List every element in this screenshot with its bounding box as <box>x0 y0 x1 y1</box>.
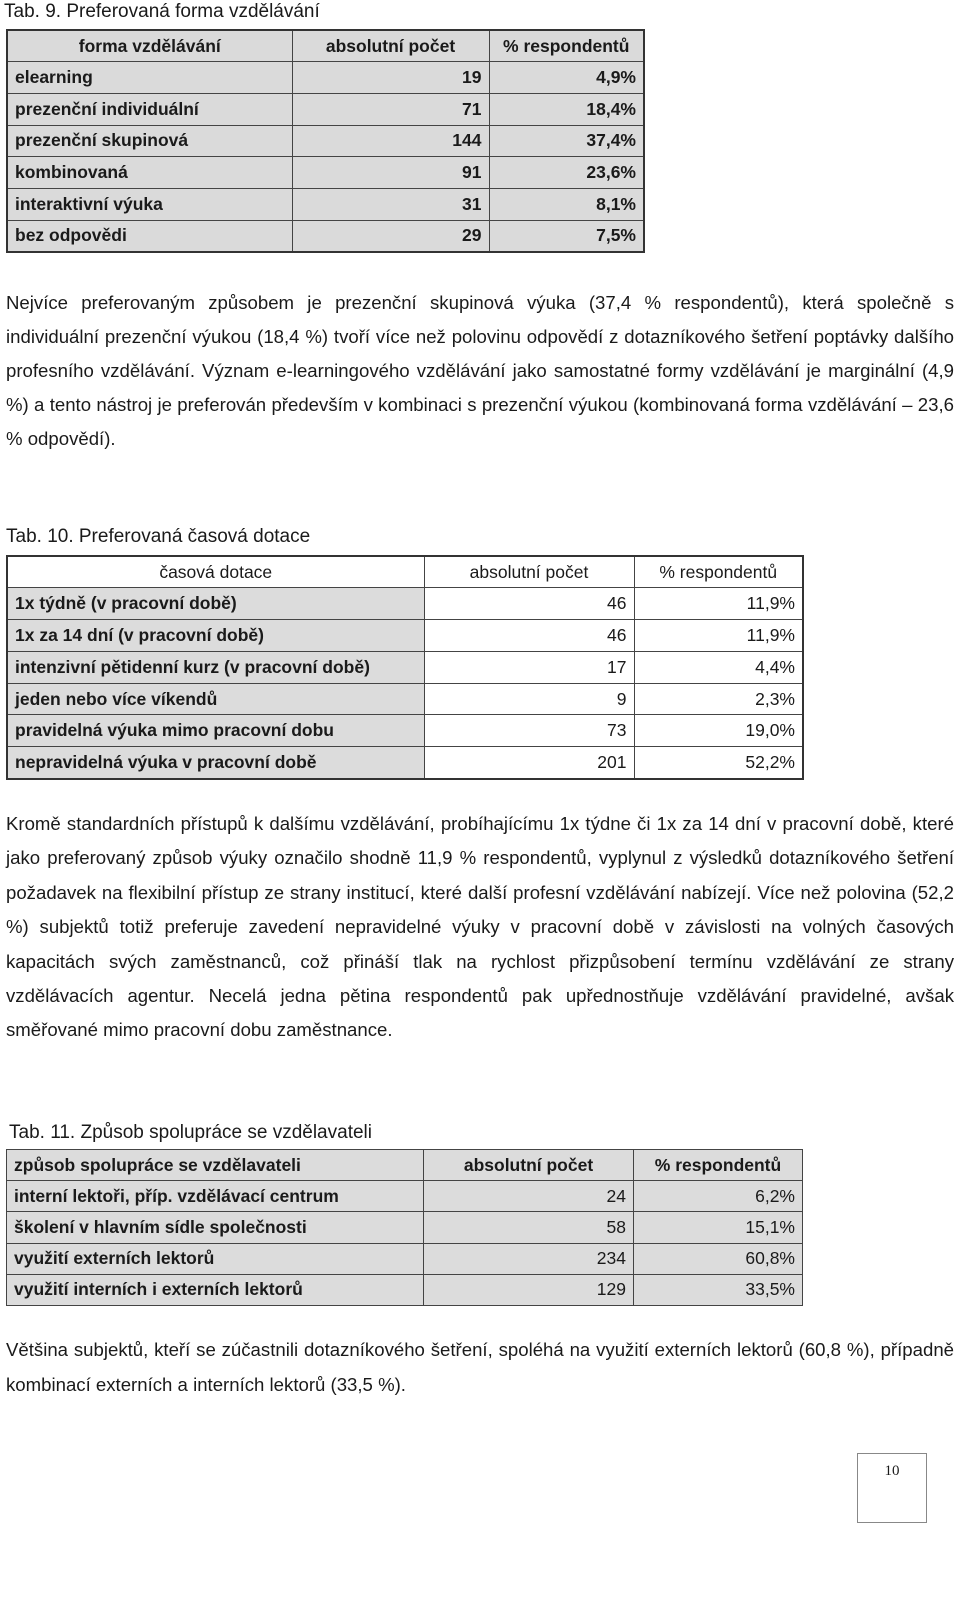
cell-percent: 19,0% <box>634 715 803 747</box>
column-header: forma vzdělávání <box>7 30 292 62</box>
cell-category: jeden nebo více víkendů <box>7 683 424 715</box>
table-row <box>7 1243 803 1274</box>
cell-category: využití interních i externích lektorů <box>7 1274 424 1305</box>
table-10 <box>6 555 804 780</box>
table-header-row <box>7 1150 803 1181</box>
table-9-caption: Tab. 9. Preferovaná forma vzdělávání <box>4 1 320 22</box>
table-row <box>7 1274 803 1305</box>
table-row <box>7 157 644 189</box>
column-header: % respondentů <box>489 30 644 62</box>
cell-percent: 33,5% <box>634 1274 803 1305</box>
table-row <box>7 1212 803 1243</box>
cell-percent: 23,6% <box>489 157 644 189</box>
cell-category: prezenční individuální <box>7 93 292 125</box>
cell-category: nepravidelná výuka v pracovní době <box>7 747 424 779</box>
cell-count: 24 <box>424 1181 634 1212</box>
cell-category: interní lektoři, příp. vzdělávací centrum <box>7 1181 424 1212</box>
cell-count: 144 <box>292 125 489 157</box>
column-header: absolutní počet <box>424 1150 634 1181</box>
column-header: % respondentů <box>634 1150 803 1181</box>
cell-count: 58 <box>424 1212 634 1243</box>
cell-percent: 11,9% <box>634 620 803 652</box>
table-row <box>7 715 803 747</box>
cell-count: 17 <box>424 651 634 683</box>
cell-count: 19 <box>292 62 489 94</box>
cell-percent: 6,2% <box>634 1181 803 1212</box>
cell-count: 29 <box>292 220 489 252</box>
cell-count: 201 <box>424 747 634 779</box>
cell-category: bez odpovědi <box>7 220 292 252</box>
cell-percent: 18,4% <box>489 93 644 125</box>
paragraph-2: Kromě standardních přístupů k dalšímu vzdělávání, probíhajícímu 1x týdne či 1x za 14 dní v pracovní době, které jako preferovaný způsob výuky označilo shodně 11,9 % respondentů, vyplynul z výsledků dotazníkového šetření požadavek na flexibilní přístup ze strany institucí, které další profesní vzdělávání nabízejí. Více než polovina (52,2 %) subjektů totiž preferuje zavedení nepravidelné výuky v pracovní době v závislosti na volných časových kapacitách svých zaměstnanců, což přináší tlak na rychlost přizpůsobení termínu vzdělávání ze strany vzdělávacích agentur. Necelá jedna pětina respondentů pak upřednostňuje vzdělávání pravidelné, avšak směřované mimo pracovní dobu zaměstnance. <box>6 813 954 1041</box>
cell-category: školení v hlavním sídle společnosti <box>7 1212 424 1243</box>
paragraph-1: Nejvíce preferovaným způsobem je prezenční skupinová výuka (37,4 % respondentů), která společně s individuální prezenční výukou (18,4 %) tvoří více než polovinu odpovědí z dotazníkového šetření poptávky dalšího profesního vzdělávání. Význam e-learningového vzdělávání jako samostatné formy vzdělávání je marginální (4,9 %) a tento nástroj je preferován především v kombinaci s prezenční výukou (kombinovaná forma vzdělávání – 23,6 % odpovědí). <box>6 292 954 449</box>
cell-percent: 2,3% <box>634 683 803 715</box>
table-header-row <box>7 30 644 62</box>
column-header: absolutní počet <box>292 30 489 62</box>
cell-category: elearning <box>7 62 292 94</box>
cell-count: 46 <box>424 620 634 652</box>
table-row <box>7 651 803 683</box>
cell-category: 1x týdně (v pracovní době) <box>7 588 424 620</box>
paragraph-3: Většina subjektů, kteří se zúčastnili dotazníkového šetření, spoléhá na využití externích lektorů (60,8 %), případně kombinací externích a interních lektorů (33,5 %). <box>6 1339 954 1395</box>
column-header: % respondentů <box>634 556 803 588</box>
column-header: absolutní počet <box>424 556 634 588</box>
cell-percent: 15,1% <box>634 1212 803 1243</box>
cell-percent: 11,9% <box>634 588 803 620</box>
cell-count: 91 <box>292 157 489 189</box>
table-row <box>7 1181 803 1212</box>
table-row <box>7 747 803 779</box>
cell-percent: 8,1% <box>489 188 644 220</box>
table-row <box>7 125 644 157</box>
cell-count: 73 <box>424 715 634 747</box>
table-10-caption: Tab. 10. Preferovaná časová dotace <box>6 526 311 547</box>
table-9 <box>6 29 645 253</box>
table-header-row <box>7 556 803 588</box>
cell-count: 9 <box>424 683 634 715</box>
page-number-box <box>857 1453 927 1523</box>
table-row <box>7 220 644 252</box>
cell-count: 129 <box>424 1274 634 1305</box>
table-row <box>7 588 803 620</box>
column-header: způsob spolupráce se vzdělavateli <box>7 1150 424 1181</box>
cell-percent: 4,4% <box>634 651 803 683</box>
cell-count: 234 <box>424 1243 634 1274</box>
cell-count: 46 <box>424 588 634 620</box>
cell-category: interaktivní výuka <box>7 188 292 220</box>
cell-count: 31 <box>292 188 489 220</box>
table-11-caption: Tab. 11. Způsob spolupráce se vzdělavateli <box>9 1122 372 1143</box>
table-row <box>7 620 803 652</box>
table-row <box>7 93 644 125</box>
cell-category: prezenční skupinová <box>7 125 292 157</box>
cell-percent: 60,8% <box>634 1243 803 1274</box>
column-header: časová dotace <box>7 556 424 588</box>
cell-percent: 7,5% <box>489 220 644 252</box>
cell-category: využití externích lektorů <box>7 1243 424 1274</box>
table-row <box>7 683 803 715</box>
table-11 <box>6 1149 803 1306</box>
table-row <box>7 62 644 94</box>
cell-category: 1x za 14 dní (v pracovní době) <box>7 620 424 652</box>
cell-count: 71 <box>292 93 489 125</box>
cell-percent: 37,4% <box>489 125 644 157</box>
cell-category: intenzivní pětidenní kurz (v pracovní době) <box>7 651 424 683</box>
cell-category: kombinovaná <box>7 157 292 189</box>
page-number: 10 <box>884 1463 900 1479</box>
cell-percent: 4,9% <box>489 62 644 94</box>
cell-percent: 52,2% <box>634 747 803 779</box>
cell-category: pravidelná výuka mimo pracovní dobu <box>7 715 424 747</box>
table-row <box>7 188 644 220</box>
